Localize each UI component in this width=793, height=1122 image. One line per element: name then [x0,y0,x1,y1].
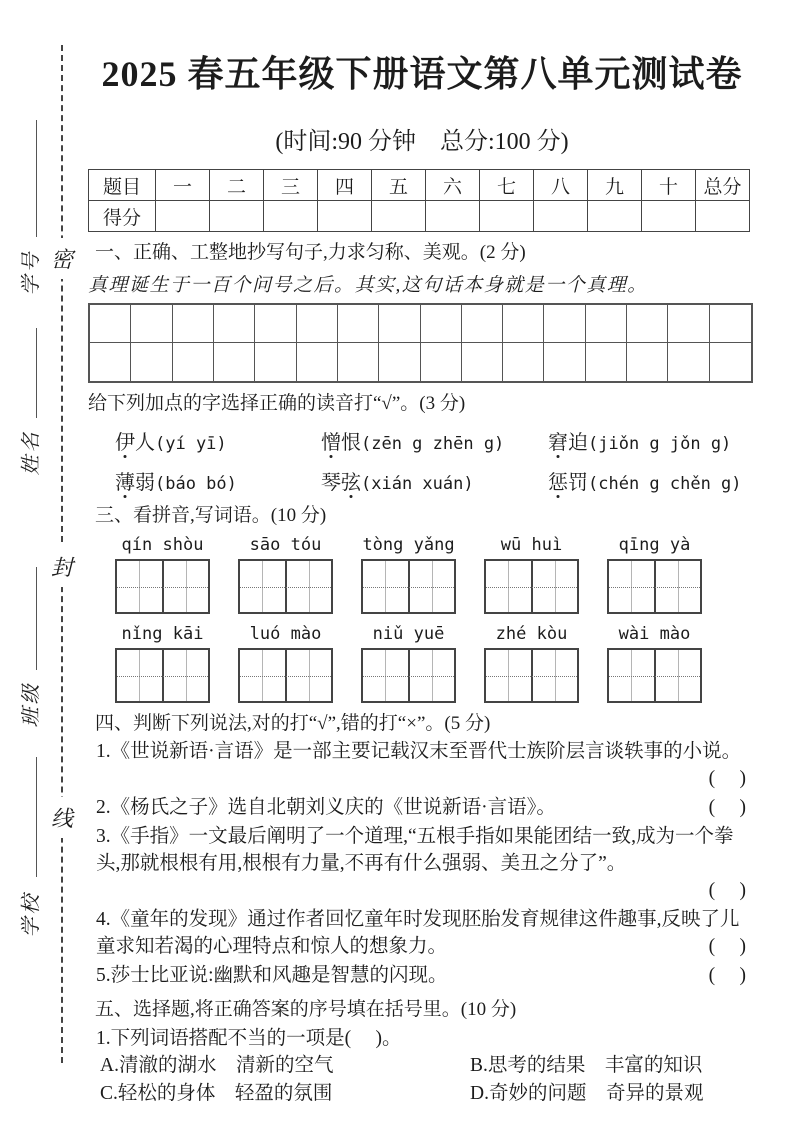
copy-grid-cell [338,305,379,343]
copy-grid-cell [710,343,751,381]
character-cell [486,561,531,612]
character-cell [609,650,654,701]
judge-item-text: 4.《童年的发现》通过作者回忆童年时发现胚胎发育规律这件趣事,反映了儿童求知若渴的心理特点和惊人的想象力。 [96,909,740,957]
score-table-header-cell: 六 [426,170,480,201]
character-cell [162,561,209,612]
pinyin-label: qīng yà [618,535,691,555]
copy-grid-cell [421,343,462,381]
student-id-label: 学号 [20,249,43,296]
copy-grid-cell [503,305,544,343]
word-character: 人 [135,432,155,454]
name-blank-line [36,328,37,418]
choice-option: C.轻松的身体 轻盈的氛围 [100,1083,333,1104]
score-table-header-cell: 四 [318,170,372,201]
character-cell [531,650,578,701]
choice-option: D.奇妙的问题 奇异的景观 [470,1083,704,1104]
copy-grid-cell [627,343,668,381]
section5-heading: 五、选择题,将正确答案的序号填在括号里。(10 分) [95,999,517,1020]
character-cell [408,561,455,612]
character-cell [162,650,209,701]
copy-grid-cell [544,343,585,381]
section4-judge-items [88,738,756,989]
section1-heading: 一、正确、工整地抄写句子,力求匀称、美观。(2 分) [95,242,526,263]
score-table-empty-cell [318,201,372,232]
score-table-header-cell: 八 [534,170,588,201]
copy-grid-cell [214,305,255,343]
judge-item [88,962,756,989]
score-table-header-cell: 三 [264,170,318,201]
dotted-character: 薄 [115,472,135,494]
school-label: 学校 [20,891,43,938]
score-table-empty-cell [534,201,588,232]
pinyin-word-block [484,535,579,614]
copy-grid-cell [90,343,131,381]
copy-grid-cell [586,343,627,381]
copy-grid-cell [255,343,296,381]
copy-grid-cell [338,343,379,381]
pinyin-word-block [238,535,333,614]
pronunciation-item [321,466,548,495]
pinyin-label: tòng yǎng [362,535,455,555]
pronunciation-choices: (chén g chěn g) [588,474,742,494]
section1-copy-grid [88,303,753,383]
score-table-header-cell: 七 [480,170,534,201]
character-write-box [607,559,702,614]
pinyin-word-block [115,535,210,614]
dotted-character: 窘 [548,432,568,454]
dotted-character: 惩 [548,472,568,494]
pronunciation-word [115,432,155,454]
section3-heading: 三、看拼音,写词语。(10 分) [95,505,327,526]
pinyin-label: niǔ yuē [372,624,445,644]
character-write-box [238,559,333,614]
copy-grid-cell [255,305,296,343]
character-write-box [484,648,579,703]
section5-question1: 1.下列词语搭配不当的一项是( )。 [96,1028,402,1049]
dotted-character: 弦 [341,472,361,494]
character-cell [363,650,408,701]
copy-grid-cell [421,305,462,343]
character-cell [531,561,578,612]
answer-bracket: ( ) [708,768,746,789]
section4-heading: 四、判断下列说法,对的打“√”,错的打“×”。(5 分) [95,713,491,734]
page-title: 2025 春五年级下册语文第八单元测试卷 [101,54,743,94]
judge-item [88,823,756,877]
score-table-header-cell: 二 [210,170,264,201]
score-table-header-cell: 一 [156,170,210,201]
word-character: 恨 [341,432,361,454]
judge-item-text: 5.莎士比亚说:幽默和风趣是智慧的闪现。 [96,965,448,986]
copy-grid-cell [297,343,338,381]
judge-item [88,738,756,765]
pronunciation-item [115,426,321,455]
pinyin-word-block [238,624,333,703]
score-table-header-cell: 十 [642,170,696,201]
copy-grid-cell [131,343,172,381]
word-character: 罚 [568,472,588,494]
score-table-empty-cell [480,201,534,232]
pinyin-word-block [361,624,456,703]
pinyin-word-block [115,624,210,703]
copy-grid-cell [668,343,709,381]
character-cell [117,561,162,612]
score-table-empty-cell [156,201,210,232]
character-cell [609,561,654,612]
judge-item-text: 2.《杨氏之子》选自北朝刘义庆的《世说新语·言语》。 [96,797,556,818]
copy-grid-cell [462,305,503,343]
pinyin-label: qín shòu [121,535,204,555]
judge-item [88,906,756,960]
score-table-header-cell: 题目 [89,170,156,201]
copy-grid-cell [379,305,420,343]
school-blank-line [36,757,37,877]
score-table-empty-cell [696,201,750,232]
score-table-header-cell: 九 [588,170,642,201]
pronunciation-word [321,472,361,494]
character-cell [654,561,701,612]
copy-grid-cell [214,343,255,381]
character-write-box [607,648,702,703]
score-table-row-label: 得分 [89,201,156,232]
score-table-value-row [89,201,750,232]
pinyin-word-block [484,624,579,703]
score-table-empty-cell [210,201,264,232]
character-cell [363,561,408,612]
pronunciation-item [115,466,321,495]
character-cell [654,650,701,701]
pronunciation-item [548,426,756,455]
score-table-empty-cell [264,201,318,232]
answer-bracket: ( ) [708,936,746,957]
seal-char-xian: 线 [49,797,75,838]
copy-grid-cell [379,343,420,381]
judge-item-text: 1.《世说新语·言语》是一部主要记载汉末至晋代士族阶层言谈轶事的小说。 [96,741,742,762]
copy-grid-cell [173,305,214,343]
pronunciation-choices: (yí yī) [155,434,227,454]
pronunciation-word [115,472,155,494]
pronunciation-word [548,472,588,494]
pinyin-label: wài mào [618,624,691,644]
student-id-blank-line [36,120,37,237]
copy-grid-cell [668,305,709,343]
answer-bracket: ( ) [708,880,746,901]
word-character: 弱 [135,472,155,494]
score-table-header-cell: 总分 [696,170,750,201]
score-table-header-cell: 五 [372,170,426,201]
character-cell [285,561,332,612]
copy-grid-cell [131,305,172,343]
score-table-empty-cell [588,201,642,232]
page-subtitle: (时间:90 分钟 总分:100 分) [275,129,569,155]
character-cell [285,650,332,701]
pronunciation-choices: (zēn g zhēn g) [361,434,505,454]
section2-pronunciation-items [88,426,756,495]
judge-item [88,794,756,821]
class-blank-line [36,567,37,670]
pinyin-word-block [607,624,702,703]
pronunciation-word [321,432,361,454]
pronunciation-choices: (báo bó) [155,474,237,494]
pinyin-label: wū huì [500,535,563,555]
section2-heading: 给下列加点的字选择正确的读音打“√”。(3 分) [88,393,466,414]
character-cell [240,561,285,612]
character-cell [240,650,285,701]
copy-grid-cell [462,343,503,381]
answer-bracket: ( ) [708,797,746,818]
pinyin-label: nǐng kāi [121,624,204,644]
character-cell [117,650,162,701]
character-write-box [484,559,579,614]
copy-grid-cell [297,305,338,343]
word-character: 迫 [568,432,588,454]
character-write-box [361,648,456,703]
dotted-character: 憎 [321,432,341,454]
character-cell [486,650,531,701]
character-write-box [361,559,456,614]
character-write-box [115,648,210,703]
copy-grid-cell [173,343,214,381]
pronunciation-item [548,466,756,495]
section1-copy-sentence: 真理诞生于一百个问号之后。其实,这句话本身就是一个真理。 [88,275,648,296]
choice-option: B.思考的结果 丰富的知识 [470,1055,703,1076]
character-write-box [115,559,210,614]
score-table-header-row [89,170,750,201]
seal-char-mi: 密 [49,238,75,279]
name-label: 姓名 [20,429,43,476]
score-table-empty-cell [426,201,480,232]
section3-pinyin-row-2 [115,624,756,703]
score-table-empty-cell [372,201,426,232]
pronunciation-choices: (xián xuán) [361,474,474,494]
pinyin-label: luó mào [249,624,322,644]
pinyin-word-block [361,535,456,614]
copy-grid-cell [544,305,585,343]
word-character: 琴 [321,472,341,494]
judge-item-text: 3.《手指》一文最后阐明了一个道理,“五根手指如果能团结一致,成为一个拳头,那就根根有用,根根有力量,不再有什么强弱、美丑之分了”。 [96,826,734,874]
pronunciation-item [321,426,548,455]
section3-pinyin-row-1 [115,535,756,614]
copy-grid-cell [586,305,627,343]
copy-grid-cell [90,305,131,343]
class-label: 班级 [20,681,43,728]
paper-main-column [88,0,756,1108]
dotted-character: 伊 [115,432,135,454]
character-write-box [238,648,333,703]
copy-grid-cell [503,343,544,381]
score-table-empty-cell [642,201,696,232]
copy-grid-cell [710,305,751,343]
seal-char-feng: 封 [49,546,75,587]
pinyin-label: sāo tóu [249,535,322,555]
pinyin-word-block [607,535,702,614]
choice-option: A.清澈的湖水 清新的空气 [100,1055,334,1076]
copy-grid-cell [627,305,668,343]
pronunciation-choices: (jiǒn g jǒn g) [588,434,732,454]
pronunciation-word [548,432,588,454]
section5-options [88,1052,756,1108]
answer-bracket: ( ) [708,965,746,986]
pinyin-label: zhé kòu [495,624,568,644]
score-table [88,169,750,232]
character-cell [408,650,455,701]
